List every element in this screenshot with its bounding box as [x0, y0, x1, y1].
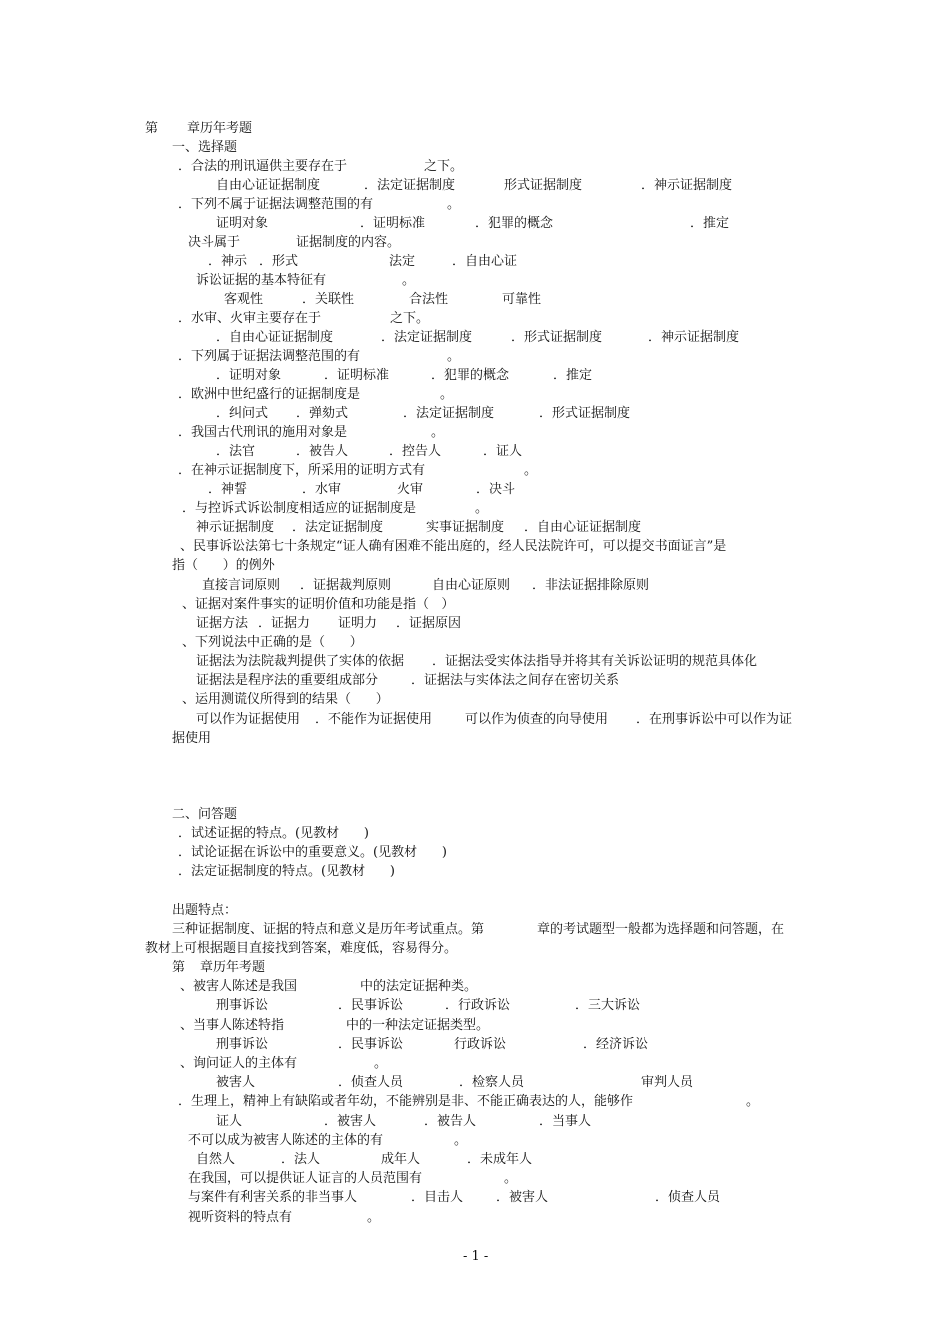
text-segment: 之下。: [390, 311, 430, 326]
text-segment: ．下列属于证据法调整范围的有: [178, 349, 361, 364]
text-segment: 、下列说法中正确的是（ ）: [182, 635, 363, 650]
text-segment: ．我国古代刑讯的施用对象是: [178, 425, 348, 440]
text-segment: 可靠性: [502, 292, 542, 307]
text-segment: ．自由心证证据制度: [216, 330, 334, 345]
text-segment: 证人: [216, 1114, 243, 1129]
text-segment: 火审: [397, 482, 424, 497]
text-segment: 自然人: [196, 1152, 236, 1167]
text-segment: 、当事人陈述特指: [180, 1018, 285, 1033]
text-segment: 、证据对案件事实的证明价值和功能是指（ ）: [182, 597, 455, 612]
text-segment: ．被告人: [424, 1114, 477, 1129]
text-segment: ．目击人: [411, 1190, 464, 1205]
text-segment: ．神示: [208, 254, 248, 269]
text-segment: 。: [475, 501, 489, 516]
text-segment: ．证明对象: [216, 368, 282, 383]
text-segment: ．证据力: [258, 616, 311, 631]
text-segment: 。: [447, 349, 461, 364]
text-segment: 、询问证人的主体有: [180, 1056, 298, 1071]
text-segment: 合法性: [409, 292, 449, 307]
text-segment: ．未成年人: [467, 1152, 533, 1167]
text-segment: ．不能作为证据使用: [315, 712, 433, 727]
text-segment: ．证明标准: [360, 216, 426, 231]
text-segment: 实事证据制度: [426, 520, 505, 535]
text-segment: 证据制度的内容。: [296, 235, 401, 250]
text-segment: ．犯罪的概念: [475, 216, 554, 231]
text-segment: 神示证据制度: [196, 520, 275, 535]
text-segment: 三种证据制度、证据的特点和意义是历年考试重点。第: [172, 922, 485, 937]
text-segment: 、运用测谎仪所得到的结果（ ）: [182, 692, 389, 707]
text-segment: ．犯罪的概念: [431, 368, 510, 383]
text-segment: 审判人员: [641, 1075, 694, 1090]
text-segment: ．自由心证: [452, 254, 518, 269]
text-segment: ．民事诉讼: [338, 998, 404, 1013]
text-segment: 刑事诉讼: [216, 998, 269, 1013]
text-segment: ．法定证据制度: [292, 520, 384, 535]
text-segment: 二、问答题: [172, 807, 238, 822]
text-segment: 。: [746, 1094, 760, 1109]
text-segment: 章历年考题: [200, 960, 266, 975]
text-segment: ．民事诉讼: [338, 1037, 404, 1052]
text-segment: ．控告人: [389, 444, 442, 459]
text-segment: ．试述证据的特点。(见教材 ): [178, 826, 369, 841]
text-segment: ．证据裁判原则: [300, 578, 392, 593]
text-segment: 证据法是程序法的重要组成部分: [196, 673, 379, 688]
text-segment: ．自由心证证据制度: [524, 520, 642, 535]
text-segment: 与案件有利害关系的非当事人: [188, 1190, 358, 1205]
text-segment: 法定: [389, 254, 416, 269]
text-segment: 被害人: [216, 1075, 256, 1090]
text-segment: 可以作为证据使用: [196, 712, 301, 727]
text-segment: 章的考试题型一般都为选择题和问答题，在: [537, 922, 785, 937]
text-segment: 形式证据制度: [504, 178, 583, 193]
text-segment: ．神誓: [208, 482, 248, 497]
text-segment: ．形式: [259, 254, 299, 269]
text-segment: 、被害人陈述是我国: [180, 979, 298, 994]
text-segment: ．经济诉讼: [583, 1037, 649, 1052]
text-segment: 可以作为侦查的向导使用: [465, 712, 609, 727]
text-segment: 。: [504, 1171, 518, 1186]
text-segment: 之下。: [424, 159, 464, 174]
text-segment: 客观性: [224, 292, 264, 307]
text-segment: 证明对象: [216, 216, 269, 231]
text-segment: ．侦查人员: [655, 1190, 721, 1205]
text-segment: 、民事诉讼法第七十条规定“证人确有困难不能出庭的，经人民法院许可，可以提交书面证言”是: [180, 539, 727, 554]
text-segment: ．证据原因: [396, 616, 462, 631]
text-segment: 诉讼证据的基本特征有: [196, 273, 327, 288]
text-segment: ．关联性: [302, 292, 355, 307]
text-segment: 。: [440, 387, 454, 402]
text-segment: ．推定: [690, 216, 730, 231]
text-segment: 中的一种法定证据类型。: [346, 1018, 490, 1033]
text-segment: 第: [145, 121, 159, 136]
text-segment: ．行政诉讼: [445, 998, 511, 1013]
text-segment: ．在刑事诉讼中可以作为证: [636, 712, 793, 727]
text-segment: ．当事人: [539, 1114, 592, 1129]
text-segment: ．水审、火审主要存在于: [178, 311, 322, 326]
text-segment: ．形式证据制度: [511, 330, 603, 345]
text-segment: 。: [367, 1210, 381, 1225]
text-segment: ．证明标准: [324, 368, 390, 383]
text-segment: ．被害人: [496, 1190, 549, 1205]
text-segment: ．下列不属于证据法调整范围的有: [178, 197, 374, 212]
page-number: - 1 -: [463, 1249, 489, 1264]
text-segment: 。: [524, 463, 538, 478]
text-segment: ．法官: [216, 444, 256, 459]
text-segment: ．合法的刑讯逼供主要存在于: [178, 159, 348, 174]
text-segment: ．纠问式: [216, 406, 269, 421]
text-segment: 指（ ）的例外: [172, 558, 275, 573]
text-segment: 成年人: [381, 1152, 421, 1167]
text-segment: 不可以成为被害人陈述的主体的有: [188, 1133, 384, 1148]
text-segment: ．被告人: [296, 444, 349, 459]
text-segment: 。: [374, 1056, 388, 1071]
text-segment: ．水审: [302, 482, 342, 497]
text-segment: ．在神示证据制度下，所采用的证明方式有: [178, 463, 426, 478]
text-segment: ．非法证据排除原则: [532, 578, 650, 593]
text-segment: 。: [454, 1133, 468, 1148]
text-segment: 。: [402, 273, 416, 288]
text-segment: ．法定证据制度: [403, 406, 495, 421]
text-segment: ．神示证据制度: [641, 178, 733, 193]
text-segment: ．被害人: [324, 1114, 377, 1129]
text-segment: ．形式证据制度: [539, 406, 631, 421]
text-segment: 出题特点：: [172, 903, 238, 918]
text-segment: 证明力: [338, 616, 378, 631]
text-segment: ．试论证据在诉讼中的重要意义。(见教材 ): [178, 845, 447, 860]
text-segment: 直接言词原则: [202, 578, 281, 593]
text-segment: ．侦查人员: [338, 1075, 404, 1090]
text-segment: 刑事诉讼: [216, 1037, 269, 1052]
text-segment: ．证人: [483, 444, 523, 459]
text-segment: 自由心证证据制度: [216, 178, 321, 193]
text-segment: ．决斗: [476, 482, 516, 497]
text-segment: 。: [431, 425, 445, 440]
text-segment: 章历年考题: [187, 121, 253, 136]
text-segment: 自由心证原则: [432, 578, 511, 593]
text-segment: ．弹劾式: [296, 406, 349, 421]
text-segment: 中的法定证据种类。: [360, 979, 478, 994]
text-segment: 。: [447, 197, 461, 212]
text-segment: ．神示证据制度: [648, 330, 740, 345]
text-segment: 视听资料的特点有: [188, 1210, 293, 1225]
text-segment: 证据法为法院裁判提供了实体的依据: [196, 654, 405, 669]
text-segment: ．欧洲中世纪盛行的证据制度是: [178, 387, 361, 402]
text-segment: ．法定证据制度: [364, 178, 456, 193]
text-segment: 教材上可根据题目直接找到答案，难度低，容易得分。: [145, 941, 458, 956]
text-segment: ．证据法与实体法之间存在密切关系: [411, 673, 620, 688]
text-segment: ．推定: [553, 368, 593, 383]
text-segment: 据使用: [172, 731, 212, 746]
text-segment: ．三大诉讼: [575, 998, 641, 1013]
text-segment: 一、选择题: [172, 140, 238, 155]
text-segment: ．法定证据制度: [381, 330, 473, 345]
text-segment: 决斗属于: [188, 235, 241, 250]
text-segment: 证据方法: [196, 616, 249, 631]
text-segment: ．检察人员: [459, 1075, 525, 1090]
text-segment: 第: [172, 960, 186, 975]
text-segment: ．与控诉式诉讼制度相适应的证据制度是: [182, 501, 417, 516]
text-segment: ．法人: [281, 1152, 321, 1167]
text-segment: 在我国，可以提供证人证言的人员范围有: [188, 1171, 423, 1186]
text-segment: ．生理上，精神上有缺陷或者年幼，不能辨别是非、不能正确表达的人，能够作: [178, 1094, 634, 1109]
text-segment: 行政诉讼: [454, 1037, 507, 1052]
text-segment: ．法定证据制度的特点。(见教材 ): [178, 864, 395, 879]
text-segment: ．证据法受实体法指导并将其有关诉讼证明的规范具体化: [432, 654, 758, 669]
